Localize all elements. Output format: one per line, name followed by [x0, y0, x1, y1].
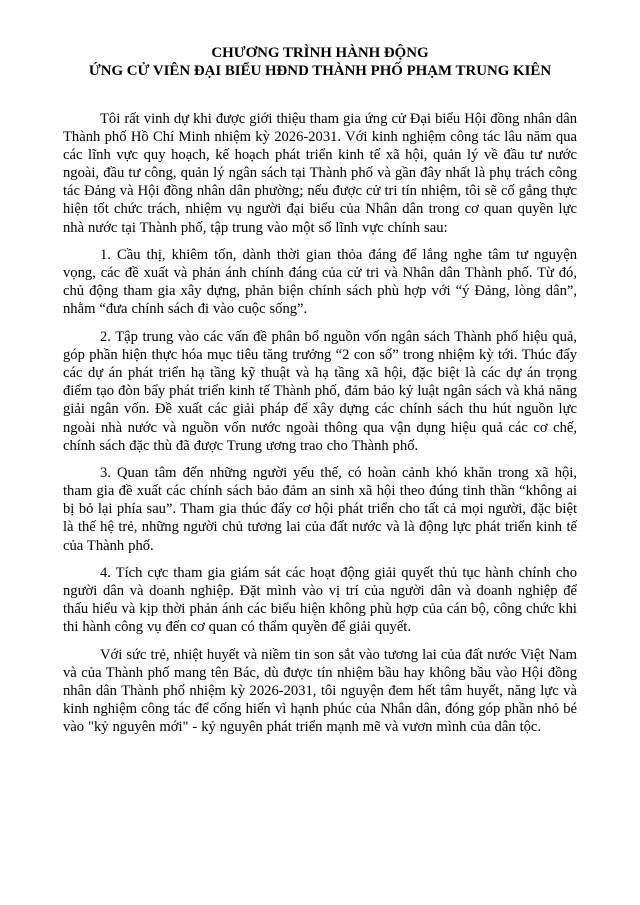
closing-paragraph: Với sức trẻ, nhiệt huyết và niềm tin son sắt vào tương lai của đất nước Việt Nam và của Thành phố mang tên Bác, dù được tín nhiệm bầu hay không bầu vào Hội đồng nhân dân Thành phố nhiệm kỳ 2026-2031, tôi nguyện đem hết tâm huyết, năng lực và kinh nghiệm công tác để cống hiến vì hạnh phúc của Nhân dân, đóng góp phần nhỏ bé vào "kỷ nguyên mới" - kỷ nguyên phát triển mạnh mẽ và vươn mình của dân tộc. — [63, 647, 577, 736]
action-item-1: 1. Cầu thị, khiêm tốn, dành thời gian thỏa đáng để lắng nghe tâm tư nguyện vọng, các đề xuất và phản ánh chính đáng của cử tri và Nhân dân Thành phố. Từ đó, chủ động tham gia xây dựng, phản biện chính sách phù hợp với “ý Đảng, lòng dân”, nhằm “đưa chính sách đi vào cuộc sống”. — [63, 247, 577, 318]
action-item-3: 3. Quan tâm đến những người yếu thế, có hoàn cảnh khó khăn trong xã hội, tham gia đề xuất các chính sách bảo đảm an sinh xã hội theo đúng tinh thần “không ai bị bỏ lại phía sau”. Tham gia thúc đẩy cơ hội phát triển cho tất cả mọi người, đặc biệt là thế hệ trẻ, những người chủ tương lai của đất nước và là động lực phát triển kinh tế của Thành phố. — [63, 465, 577, 554]
intro-paragraph: Tôi rất vinh dự khi được giới thiệu tham gia ứng cử Đại biểu Hội đồng nhân dân Thành phố Hồ Chí Minh nhiệm kỳ 2026-2031. Với kinh nghiệm công tác lâu năm qua các lĩnh vực quy hoạch, kế hoạch phát triển kinh tế xã hội, quản lý về đầu tư nước ngoài, đầu tư công, quản lý ngân sách tại Thành phố và gần đây nhất là phụ trách công tác Đảng và Hội đồng nhân dân phường; nếu được cử tri tín nhiệm, tôi sẽ cố gắng thực hiện tốt chức trách, nhiệm vụ người đại biểu của Nhân dân trong cơ quan quyền lực nhà nước tại Thành phố, tập trung vào một số lĩnh vực chính sau: — [63, 111, 577, 236]
document-title-line-2: ỨNG CỬ VIÊN ĐẠI BIỂU HĐND THÀNH PHỐ PHẠM TRUNG KIÊN — [88, 63, 552, 79]
document-title — [63, 44, 577, 80]
document-body — [63, 110, 577, 737]
action-item-2: 2. Tập trung vào các vấn đề phân bổ nguồn vốn ngân sách Thành phố hiệu quả, góp phần hiện thực hóa mục tiêu tăng trưởng “2 con số” trong nhiệm kỳ tới. Thúc đẩy các dự án phát triển hạ tầng kỹ thuật và hạ tầng xã hội, đặc biệt là các dự án trọng điểm tạo đòn bẩy phát triển kinh tế Thành phố, đảm bảo kỷ luật ngân sách và khả năng giải ngân vốn. Đề xuất các giải pháp để xây dựng các chính sách thu hút nguồn lực ngoài nhà nước và nguồn vốn nước ngoài thông qua vận dụng hiệu quả các cơ chế, chính sách đặc thù đã được Trung ương trao cho Thành phố. — [63, 329, 577, 454]
action-item-4: 4. Tích cực tham gia giám sát các hoạt động giải quyết thủ tục hành chính cho người dân và doanh nghiệp. Đặt mình vào vị trí của người dân và doanh nghiệp để thấu hiểu và kịp thời phản ánh các biểu hiện không phù hợp của cán bộ, công chức khi thi hành công vụ đến cơ quan có thẩm quyền để giải quyết. — [63, 565, 577, 636]
document-title-line-1: CHƯƠNG TRÌNH HÀNH ĐỘNG — [211, 45, 429, 61]
